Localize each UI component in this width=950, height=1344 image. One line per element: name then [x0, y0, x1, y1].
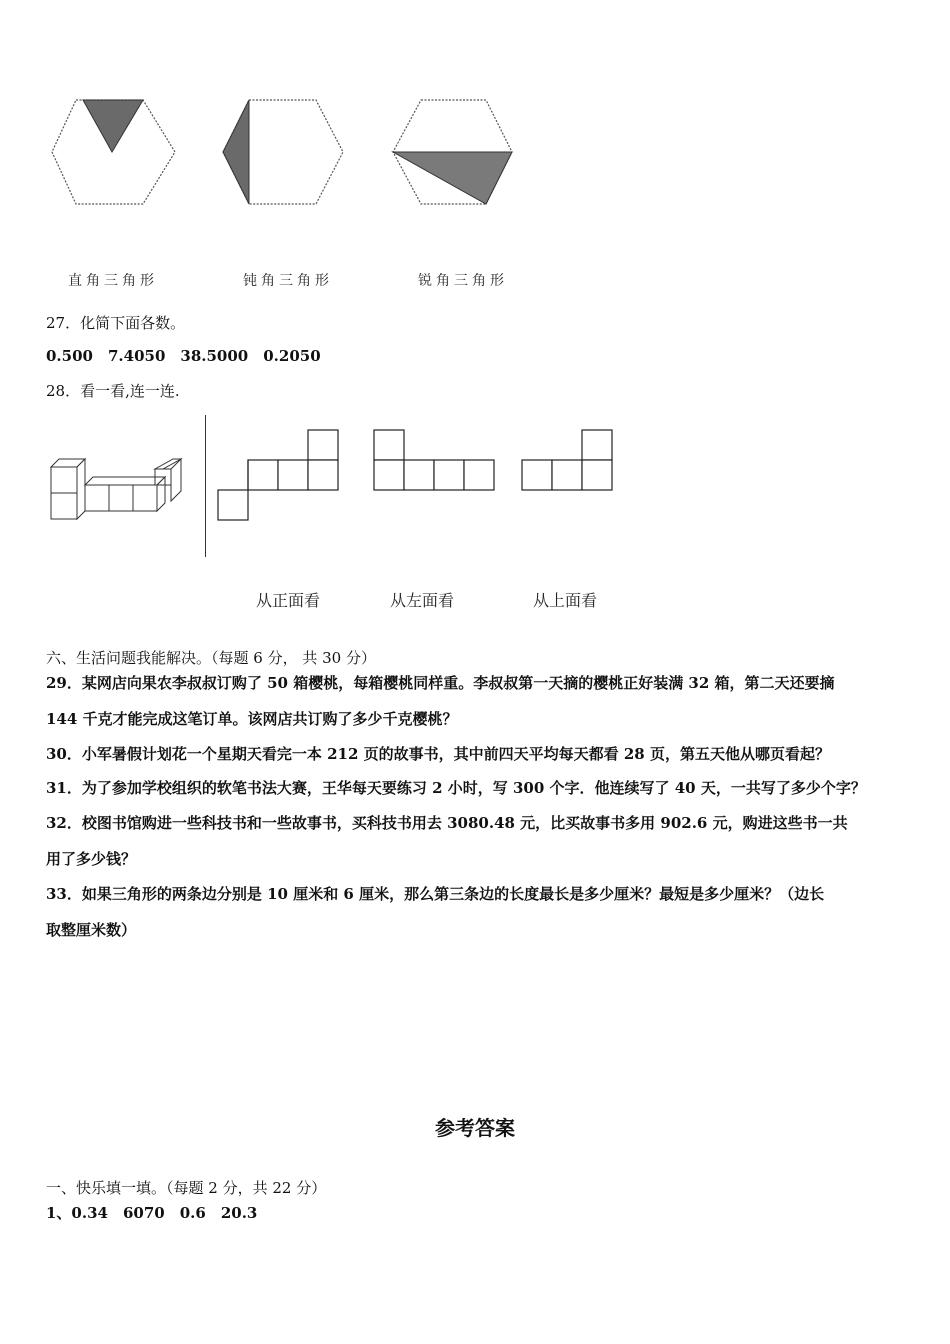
grid-view-2: [374, 430, 494, 490]
question-29-line-2: 144 千克才能完成这笔订单。该网店共订购了多少千克樱桃？: [46, 710, 458, 728]
answers-title: 参考答案: [435, 1116, 515, 1140]
view-label-front: 从正面看: [256, 591, 321, 610]
hexagon-acute-triangle: [393, 100, 512, 204]
answer-1: 1、0.34 6070 0.6 20.3: [46, 1204, 258, 1222]
question-27-values: 0.500 7.4050 38.5000 0.2050: [46, 347, 321, 365]
caption-right-triangle: 直角三角形: [68, 273, 158, 289]
question-33-line-2: 取整厘米数）: [46, 921, 137, 939]
question-32-line-1: 32．校图书馆购进一些科技书和一些故事书，买科技书用去 3080.48 元，比买故事书多用 902.6 元，购进这些书一共: [46, 814, 848, 832]
vertical-divider: [205, 415, 206, 557]
question-31: 31．为了参加学校组织的软笔书法大赛，王华每天要练习 2 小时，写 300 个字．他连续写了 40 天，一共写了多少个字？: [46, 779, 866, 797]
question-33-line-1: 33．如果三角形的两条边分别是 10 厘米和 6 厘米，那么第三条边的长度最长是多少厘米？最短是多少厘米？（边长: [46, 885, 825, 903]
caption-obtuse-triangle: 钝角三角形: [243, 273, 333, 289]
hexagon-figures: [40, 90, 530, 215]
view-label-left: 从左面看: [390, 591, 455, 610]
grid-view-3: [522, 430, 612, 490]
section-6-heading: 六、生活问题我能解决。（每题 6 分， 共 30 分）: [46, 649, 376, 667]
question-28-prompt: 28．看一看,连一连.: [46, 382, 180, 400]
cube-solid-figure: [45, 455, 190, 525]
answers-section-1-heading: 一、快乐填一填。（每题 2 分，共 22 分）: [46, 1179, 327, 1197]
question-27-prompt: 27．化简下面各数。: [46, 314, 186, 332]
hexagon-obtuse-triangle: [223, 100, 343, 204]
view-label-top: 从上面看: [533, 591, 598, 610]
question-32-line-2: 用了多少钱？: [46, 850, 137, 868]
question-30: 30．小军暑假计划花一个星期天看完一本 212 页的故事书，其中前四天平均每天都看 28 页，第五天他从哪页看起？: [46, 745, 830, 763]
grid-view-1: [218, 430, 338, 520]
hexagon-right-triangle: [52, 100, 175, 204]
view-grids: [215, 425, 635, 525]
caption-acute-triangle: 锐角三角形: [418, 273, 508, 289]
question-29-line-1: 29．某网店向果农李叔叔订购了 50 箱樱桃，每箱樱桃同样重。李叔叔第一天摘的樱桃正好装满 32 箱，第二天还要摘: [46, 674, 835, 692]
